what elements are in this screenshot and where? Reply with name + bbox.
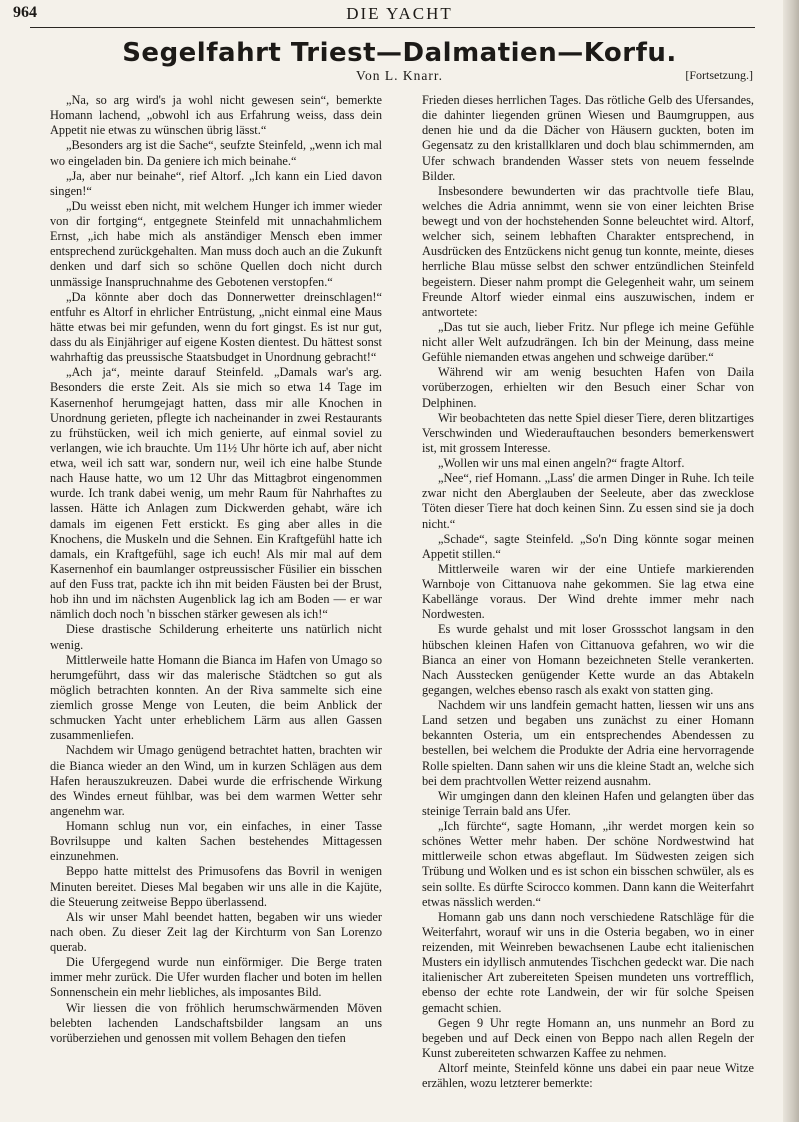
- paragraph: „Besonders arg ist die Sache“, seufzte Steinfeld, „wenn ich mal wo eingeladen bin. Da geniere ich mich beinahe.“: [50, 138, 382, 168]
- paragraph: Homann schlug nun vor, ein einfaches, in einer Tasse Bovrilsuppe und kalten Sachen bestehendes Mittagessen einzunehmen.: [50, 819, 382, 864]
- article-title: Segelfahrt Triest—Dalmatien—Korfu.: [122, 38, 677, 68]
- paragraph: Während wir am wenig besuchten Hafen von Daila vorüberzogen, erhielten wir den Besuch einer Schar von Delphinen.: [422, 365, 754, 410]
- page-binding-edge: [783, 0, 799, 1122]
- paragraph: „Du weisst eben nicht, mit welchem Hunger ich immer wieder von dir fortging“, entgegnete Steinfeld mit unnachahmlichem Ernst, „ich habe mich als anständiger Mensch eben immer entsprechend zurückgehalten. Man muss doch auch an die Zukunft denken und darf sich so schöne Quellen doch nicht durch unmässige Inanspruchnahme des Gebotenen verstopfen.“: [50, 198, 382, 289]
- running-title: DIE YACHT: [346, 4, 453, 23]
- paragraph: Mittlerweile hatte Homann die Bianca im Hafen von Umago so herumgeführt, dass wir das malerische Städtchen so gut als möglich betrachten konnten. An der Riva sammelte sich eine ziemlich grosse Menge von Leuten, die beim Anblick der schmucken Yacht unter erheblichem Lärm aus allen Gassen zusammenliefen.: [50, 652, 382, 743]
- paragraph: Die Ufergegend wurde nun einförmiger. Die Berge traten immer mehr zurück. Die Ufer wurden flacher und boten im hellen Sonnenschein ein mehr liebliches, als imposantes Bild.: [50, 955, 382, 1000]
- article-byline: Von L. Knarr.: [356, 68, 443, 83]
- text-column-left: [50, 93, 382, 1113]
- paragraph: Gegen 9 Uhr regte Homann an, uns nunmehr an Bord zu begeben und auf Deck einen von Beppo nach allen Regeln der Kunst zubereiteten schwarzen Kaffee zu nehmen.: [422, 1015, 754, 1060]
- paragraph: Beppo hatte mittelst des Primusofens das Bovril in wenigen Minuten bereitet. Dieses Mal begaben wir uns alle in die Kajüte, die Steuerung zeitweise Beppo überlassend.: [50, 864, 382, 909]
- paragraph: Nachdem wir uns landfein gemacht hatten, liessen wir uns ans Land setzen und begaben uns zunächst zu einer Homann bekannten Osteria, um ein entsprechendes Abendessen zu bestellen, bei welchem die Produkte der Adria eine hervorragende Rolle spielten. Dann sahen wir uns die kleine Stadt an, welche sich bei dem prachtvollen Wetter reizend ausnahm.: [422, 698, 754, 788]
- paragraph: Wir umgingen dann den kleinen Hafen und gelangten über das steinige Terrain bald ans Ufer.: [422, 788, 754, 818]
- paragraph: Als wir unser Mahl beendet hatten, begaben wir uns wieder nach oben. Zu dieser Zeit lag der Kirchturm von San Lorenzo querab.: [50, 909, 382, 954]
- paragraph: Insbesondere bewunderten wir das prachtvolle tiefe Blau, welches die Adria annimmt, wenn sie von einer leichten Brise bewegt und von der hochstehenden Sonne beleuchtet wird. Altorf, welcher sich, seinem lebhaften Charakter entsprechend, in Ausdrücken des Entzückens nicht genug tun konnte, meinte, dieses herrliche Blau müsse selbst den schwer entzündlichen Steinfeld begeistern. Dieser nahm prompt die Gelegenheit wahr, um seinem Freunde Altorf wieder einmal eins auszuwischen, indem er antwortete:: [422, 183, 754, 319]
- continued-note: [Fortsetzung.]: [685, 68, 753, 82]
- paragraph: „Ach ja“, meinte darauf Steinfeld. „Damals war's arg. Besonders die erste Zeit. Als sie mich so etwa 14 Tage im Kasernenhof herumgejagt hatten, dass mir alle Knochen in Unordnung gerieten, pflegte ich nacheinander in zwei Restaurants zu frühstücken, weil ich mich genierte, auf einmal soviel zu verlangen, wie ich brauchte. Um 11½ Uhr hörte ich auf, aber nicht etwa, weil ich satt war, sondern nur, weil ich eine halbe Stunde nach Hause hatte, wo um 12 Uhr das Mittagbrot eingenommen wurde. Ich trank dabei wenig, um mehr Raum für Nahrhaftes zu lassen. Hätte ich Anlagen zum Dickwerden gehabt, wäre ich damals im eigenen Fett erstickt. Es ging aber alles in die Knochens, die Muskeln und die Sehnen. Ein Kraftgefühl hatte ich damals, ein Kraftgefühl, sage ich euch! Als mir mal auf dem Kasernenhof ein baumlanger ostpreussischer Füsilier ein bisschen auf den Fuss trat, packte ich ihn mit beiden Fäusten bei der Brust, hob ihn und im nächsten Augenblick lag ich am Boden — er war nämlich doch noch 'n bisschen stärker gewesen als ich!“: [50, 365, 382, 622]
- paragraph: „Das tut sie auch, lieber Fritz. Nur pflege ich meine Gefühle nicht aller Welt aufzudrängen. Ich bin der Meinung, dass meine Gefühle niemanden etwas angehen und schweige darüber.“: [422, 319, 754, 365]
- paragraph: „Nee“, rief Homann. „Lass' die armen Dinger in Ruhe. Ich teile zwar nicht den Aberglauben der Seeleute, aber das zwecklose Töten dieser Tiere hat doch keinen Sinn. Zu essen sind sie ja doch nicht.“: [422, 471, 754, 531]
- paragraph: Diese drastische Schilderung erheiterte uns natürlich nicht wenig.: [50, 622, 382, 652]
- paragraph: Nachdem wir Umago genügend betrachtet hatten, brachten wir die Bianca wieder an den Wind, um in kurzen Schlägen aus dem Hafen herauszukreuzen. Dabei wurde die erfrischende Wirkung des Windes erneut fühlbar, was bei dem warmen Wetter sehr angenehm war.: [50, 743, 382, 818]
- paragraph: Frieden dieses herrlichen Tages. Das rötliche Gelb des Ufersandes, die dahinter liegenden grünen Wiesen und Baumgruppen, aus denen hie und da die Dächer von Häusern guckten, boten im Gegensatz zu den kristallklaren und doch blau schimmernden, am Ufer schwach brandenden Wasser stets von neuem fesselnde Bilder.: [422, 93, 754, 183]
- header-rule: [30, 27, 755, 28]
- paragraph: Mittlerweile waren wir der eine Untiefe markierenden Warnboje von Cittanuova nahe gekommen. Sie lag etwa eine Kabellänge voraus. Der Wind drehte immer mehr nach Nordwesten.: [422, 561, 754, 622]
- paragraph: „Da könnte aber doch das Donnerwetter dreinschlagen!“ entfuhr es Altorf in ehrlicher Entrüstung, „nicht einmal eine Maus hätte etwas bei mir gefunden, wenn du fort gingst. Es ist nur gut, dass du als Einjähriger auf eigene Kosten dientest. Du hättest sonst wahrhaftig das preussische Staatsbudget in Unordnung gebracht!“: [50, 289, 382, 365]
- paragraph: „Na, so arg wird's ja wohl nicht gewesen sein“, bemerkte Homann lachend, „obwohl ich aus Erfahrung weiss, dass dein Appetit nie etwas zu wünschen übrig lässt.“: [50, 93, 382, 138]
- text-column-right: [422, 93, 754, 1113]
- paragraph: „Wollen wir uns mal einen angeln?“ fragte Altorf.: [438, 456, 685, 470]
- paragraph: Wir beobachteten das nette Spiel dieser Tiere, deren blitzartiges Verschwinden und Wiederauftauchen besonders bemerkenswert ist, mit grossem Interesse.: [422, 410, 754, 455]
- page-number: 964: [13, 4, 37, 21]
- paragraph: Es wurde gehalst und mit loser Grossschot langsam in den hübschen kleinen Hafen von Cittanuova gefahren, wo wir die Bianca an einer von Homann bezeichneten Stelle verankerten. Nach Ausstecken genügender Kette wurde an das Abtakeln gegangen, welches ebenso rasch als exakt von statten ging.: [422, 622, 754, 697]
- paragraph: Homann gab uns dann noch verschiedene Ratschläge für die Weiterfahrt, worauf wir uns in die Osteria begaben, wo in einer reizenden, mit Weinreben bewachsenen Laube echt italienischen Musters ein idyllisch anmutendes Tischchen gedeckt war. Die nach italienischer Art zubereiteten Speisen mundeten uns vortrefflich, ebenso der echte rote Landwein, der wir für solche Speisen gemacht schien.: [422, 909, 754, 1015]
- paragraph: „Ja, aber nur beinahe“, rief Altorf. „Ich kann ein Lied davon singen!“: [50, 168, 382, 198]
- paragraph: „Schade“, sagte Steinfeld. „So'n Ding könnte sogar meinen Appetit stillen.“: [422, 531, 754, 561]
- paragraph: „Ich fürchte“, sagte Homann, „ihr werdet morgen kein so schönes Wetter mehr haben. Der schöne Nordwestwind hat mittlerweile schon etwas abgeflaut. Im Südwesten zeigen sich Trübung und Wolken und es ist schon ein bisschen schwüler, als es sein sollte. Es dürfte Scirocco kommen. Dann kann die Weiterfahrt etwas nässlich werden.“: [422, 819, 754, 909]
- paragraph: Wir liessen die von fröhlich herumschwärmenden Möven belebten lachenden Landschaftsbilder langsam an uns vorüberziehen und genossen mit vollem Behagen den tiefen: [50, 1000, 382, 1045]
- paragraph: Altorf meinte, Steinfeld könne uns dabei ein paar neue Witze erzählen, wozu letzterer bemerkte:: [422, 1061, 754, 1091]
